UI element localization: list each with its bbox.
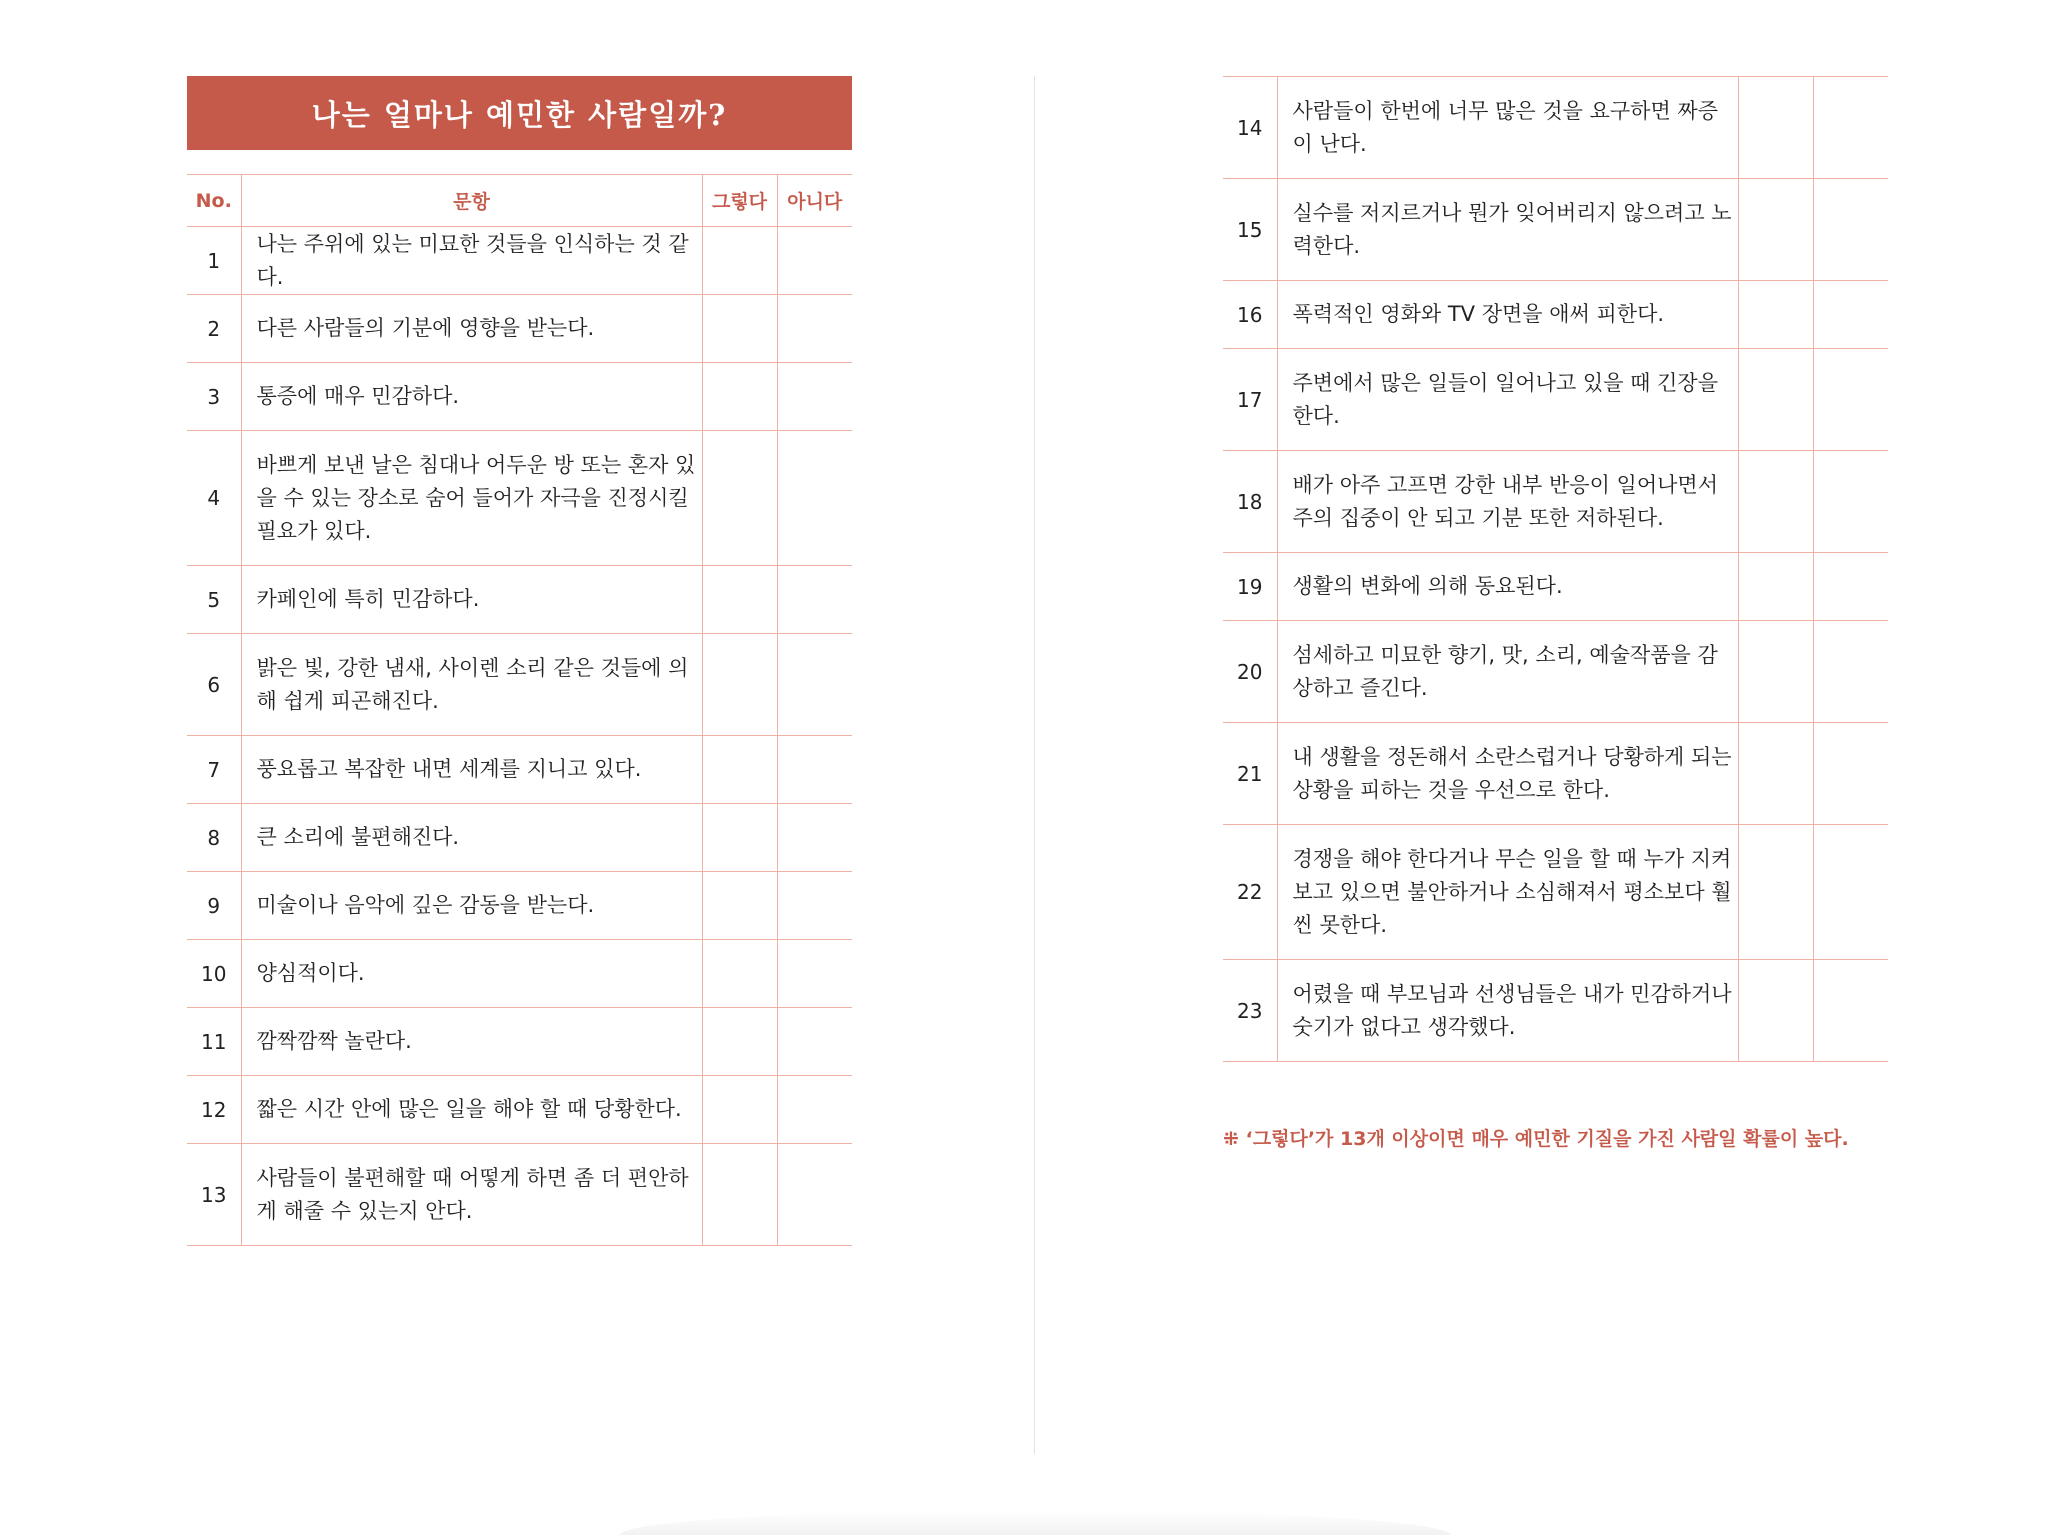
table-row — [187, 940, 852, 1008]
row-text: 폭력적인 영화와 TV 장면을 애써 피한다. — [1277, 281, 1738, 349]
questionnaire-table-left — [187, 174, 852, 1246]
row-text: 경쟁을 해야 한다거나 무슨 일을 할 때 누가 지켜보고 있으면 불안하거나 소심해져서 평소보다 훨씬 못한다. — [1277, 825, 1738, 960]
no-checkbox-cell[interactable] — [1813, 451, 1888, 553]
row-number: 20 — [1223, 621, 1277, 723]
table-row — [187, 295, 852, 363]
table-row — [187, 1008, 852, 1076]
row-text: 통증에 매우 민감하다. — [241, 363, 702, 431]
row-number: 18 — [1223, 451, 1277, 553]
yes-checkbox-cell[interactable] — [702, 1008, 777, 1076]
yes-checkbox-cell[interactable] — [702, 431, 777, 566]
row-text: 바쁘게 보낸 날은 침대나 어두운 방 또는 혼자 있을 수 있는 장소로 숨어 들어가 자극을 진정시킬 필요가 있다. — [241, 431, 702, 566]
row-text: 다른 사람들의 기분에 영향을 받는다. — [241, 295, 702, 363]
no-checkbox-cell[interactable] — [1813, 77, 1888, 179]
table-row — [187, 363, 852, 431]
row-number: 19 — [1223, 553, 1277, 621]
table-row — [1223, 723, 1888, 825]
row-text: 사람들이 한번에 너무 많은 것을 요구하면 짜증이 난다. — [1277, 77, 1738, 179]
table-row — [187, 872, 852, 940]
row-number: 15 — [1223, 179, 1277, 281]
row-text: 내 생활을 정돈해서 소란스럽거나 당황하게 되는 상황을 피하는 것을 우선으로 한다. — [1277, 723, 1738, 825]
row-text: 미술이나 음악에 깊은 감동을 받는다. — [241, 872, 702, 940]
table-row — [1223, 553, 1888, 621]
header-no: No. — [187, 175, 241, 227]
header-no-answer: 아니다 — [777, 175, 852, 227]
no-checkbox-cell[interactable] — [1813, 825, 1888, 960]
row-text: 카페인에 특히 민감하다. — [241, 566, 702, 634]
yes-checkbox-cell[interactable] — [1738, 179, 1813, 281]
row-number: 12 — [187, 1076, 241, 1144]
yes-checkbox-cell[interactable] — [1738, 723, 1813, 825]
no-checkbox-cell[interactable] — [777, 1144, 852, 1246]
row-number: 7 — [187, 736, 241, 804]
no-checkbox-cell[interactable] — [777, 736, 852, 804]
table-row — [1223, 349, 1888, 451]
row-number: 3 — [187, 363, 241, 431]
row-number: 17 — [1223, 349, 1277, 451]
no-checkbox-cell[interactable] — [777, 940, 852, 1008]
row-number: 16 — [1223, 281, 1277, 349]
row-text: 짧은 시간 안에 많은 일을 해야 할 때 당황한다. — [241, 1076, 702, 1144]
no-checkbox-cell[interactable] — [1813, 960, 1888, 1062]
questionnaire-table-right — [1223, 76, 1888, 1062]
yes-checkbox-cell[interactable] — [702, 227, 777, 295]
yes-checkbox-cell[interactable] — [1738, 451, 1813, 553]
table-row — [187, 1144, 852, 1246]
row-number: 11 — [187, 1008, 241, 1076]
row-number: 6 — [187, 634, 241, 736]
row-text: 양심적이다. — [241, 940, 702, 1008]
table-row — [1223, 77, 1888, 179]
header-item: 문항 — [241, 175, 702, 227]
table-row — [187, 227, 852, 295]
yes-checkbox-cell[interactable] — [1738, 77, 1813, 179]
no-checkbox-cell[interactable] — [1813, 723, 1888, 825]
table-row — [187, 431, 852, 566]
row-number: 23 — [1223, 960, 1277, 1062]
table-row — [1223, 825, 1888, 960]
yes-checkbox-cell[interactable] — [1738, 960, 1813, 1062]
row-text: 주변에서 많은 일들이 일어나고 있을 때 긴장을 한다. — [1277, 349, 1738, 451]
table-row — [1223, 281, 1888, 349]
table-row — [1223, 621, 1888, 723]
no-checkbox-cell[interactable] — [777, 804, 852, 872]
row-text: 풍요롭고 복잡한 내면 세계를 지니고 있다. — [241, 736, 702, 804]
row-text: 실수를 저지르거나 뭔가 잊어버리지 않으려고 노력한다. — [1277, 179, 1738, 281]
yes-checkbox-cell[interactable] — [702, 1076, 777, 1144]
table-row — [1223, 960, 1888, 1062]
row-number: 14 — [1223, 77, 1277, 179]
yes-checkbox-cell[interactable] — [702, 363, 777, 431]
table-row — [187, 566, 852, 634]
no-checkbox-cell[interactable] — [1813, 621, 1888, 723]
table-row — [1223, 451, 1888, 553]
row-number: 4 — [187, 431, 241, 566]
yes-checkbox-cell[interactable] — [702, 634, 777, 736]
no-checkbox-cell[interactable] — [777, 431, 852, 566]
yes-checkbox-cell[interactable] — [1738, 553, 1813, 621]
row-number: 10 — [187, 940, 241, 1008]
yes-checkbox-cell[interactable] — [702, 940, 777, 1008]
yes-checkbox-cell[interactable] — [1738, 281, 1813, 349]
row-number: 5 — [187, 566, 241, 634]
table-header-row — [187, 175, 852, 227]
row-number: 1 — [187, 227, 241, 295]
row-number: 13 — [187, 1144, 241, 1246]
yes-checkbox-cell[interactable] — [702, 1144, 777, 1246]
table-row — [1223, 179, 1888, 281]
scoring-footnote: ⁜ ‘그렇다’가 13개 이상이면 매우 예민한 기질을 가진 사람일 확률이 높다. — [1223, 1128, 1849, 1150]
row-text: 나는 주위에 있는 미묘한 것들을 인식하는 것 같다. — [241, 227, 702, 295]
no-checkbox-cell[interactable] — [777, 1008, 852, 1076]
yes-checkbox-cell[interactable] — [1738, 825, 1813, 960]
row-text: 섬세하고 미묘한 향기, 맛, 소리, 예술작품을 감상하고 즐긴다. — [1277, 621, 1738, 723]
no-checkbox-cell[interactable] — [1813, 349, 1888, 451]
header-yes: 그렇다 — [702, 175, 777, 227]
page-title: 나는 얼마나 예민한 사람일까? — [187, 76, 852, 150]
no-checkbox-cell[interactable] — [1813, 553, 1888, 621]
no-checkbox-cell[interactable] — [777, 872, 852, 940]
no-checkbox-cell[interactable] — [777, 295, 852, 363]
yes-checkbox-cell[interactable] — [702, 566, 777, 634]
row-text: 배가 아주 고프면 강한 내부 반응이 일어나면서 주의 집중이 안 되고 기분 또한 저하된다. — [1277, 451, 1738, 553]
row-number: 9 — [187, 872, 241, 940]
yes-checkbox-cell[interactable] — [702, 295, 777, 363]
row-text: 어렸을 때 부모님과 선생님들은 내가 민감하거나 숫기가 없다고 생각했다. — [1277, 960, 1738, 1062]
no-checkbox-cell[interactable] — [777, 227, 852, 295]
no-checkbox-cell[interactable] — [777, 634, 852, 736]
yes-checkbox-cell[interactable] — [1738, 621, 1813, 723]
no-checkbox-cell[interactable] — [777, 566, 852, 634]
row-text: 깜짝깜짝 놀란다. — [241, 1008, 702, 1076]
yes-checkbox-cell[interactable] — [702, 736, 777, 804]
row-text: 생활의 변화에 의해 동요된다. — [1277, 553, 1738, 621]
yes-checkbox-cell[interactable] — [1738, 349, 1813, 451]
row-number: 22 — [1223, 825, 1277, 960]
table-row — [187, 804, 852, 872]
row-number: 2 — [187, 295, 241, 363]
row-number: 8 — [187, 804, 241, 872]
row-text: 큰 소리에 불편해진다. — [241, 804, 702, 872]
table-row — [187, 1076, 852, 1144]
table-row — [187, 736, 852, 804]
no-checkbox-cell[interactable] — [1813, 281, 1888, 349]
row-number: 21 — [1223, 723, 1277, 825]
no-checkbox-cell[interactable] — [777, 1076, 852, 1144]
row-text: 밝은 빛, 강한 냄새, 사이렌 소리 같은 것들에 의해 쉽게 피곤해진다. — [241, 634, 702, 736]
table-row — [187, 634, 852, 736]
no-checkbox-cell[interactable] — [1813, 179, 1888, 281]
row-text: 사람들이 불편해할 때 어떻게 하면 좀 더 편안하게 해줄 수 있는지 안다. — [241, 1144, 702, 1246]
yes-checkbox-cell[interactable] — [702, 872, 777, 940]
no-checkbox-cell[interactable] — [777, 363, 852, 431]
yes-checkbox-cell[interactable] — [702, 804, 777, 872]
